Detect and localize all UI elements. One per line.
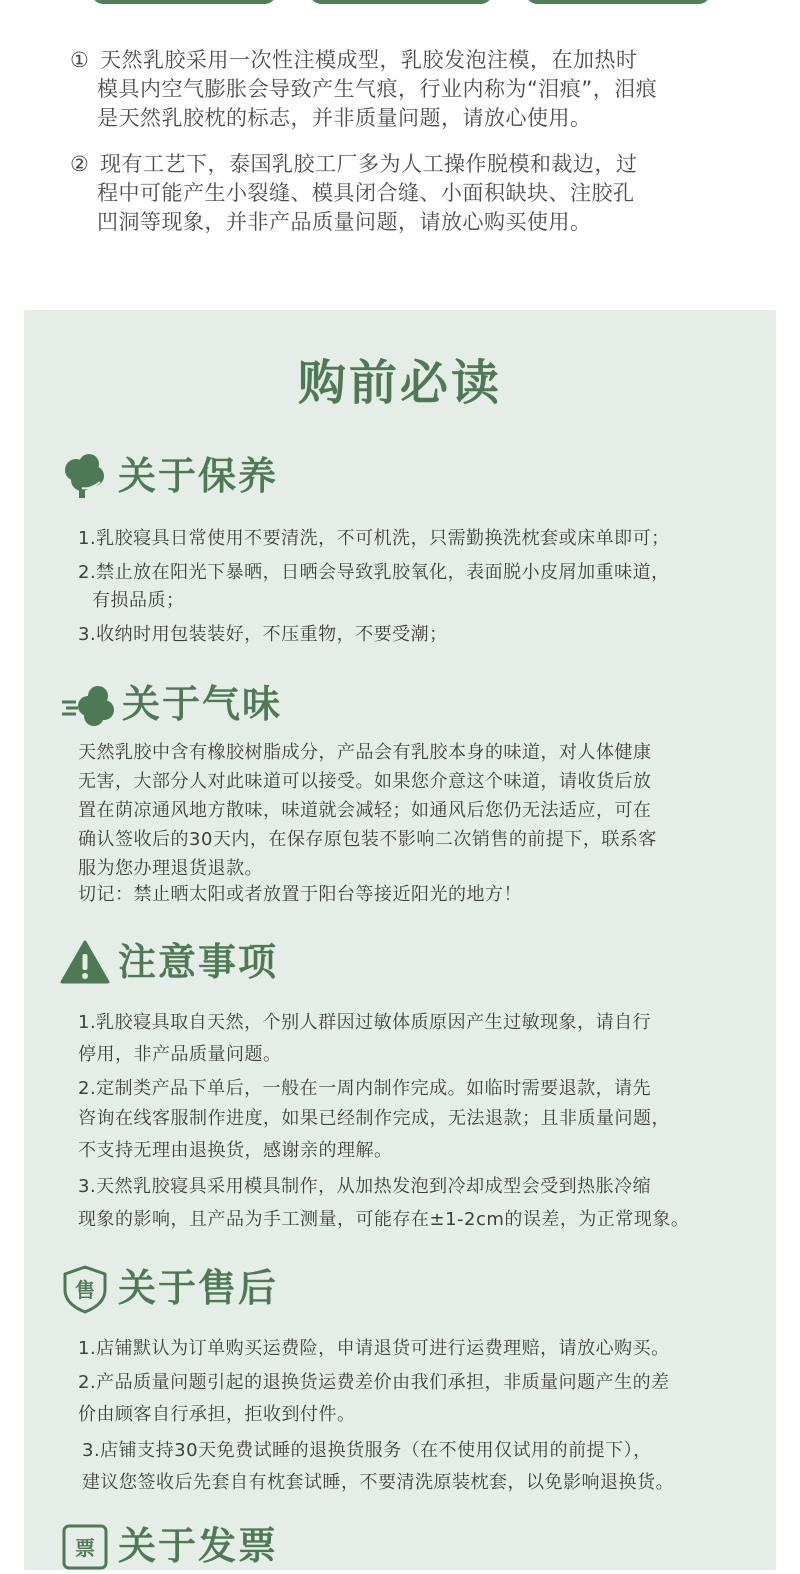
text-line: 2.禁止放在阳光下暴晒，日晒会导致乳胶氧化，表面脱小皮屑加重味道， — [78, 562, 670, 583]
warning-icon — [60, 938, 110, 988]
invoice-icon-glyph: 票 — [75, 1536, 95, 1560]
text-line: 服为您办理退货退款。 — [78, 858, 263, 879]
text-line: 不支持无理由退换货，感谢亲的理解。 — [78, 1140, 393, 1161]
text-line: 有损品质； — [92, 590, 185, 611]
top-tab-pill-1 — [92, 0, 276, 4]
after-sale-shield-icon — [60, 1264, 110, 1314]
text-line: 1.店铺默认为订单购买运费险，申请退货可进行运费理赔，请放心购买。 — [78, 1338, 670, 1359]
note-marker: ① — [70, 48, 90, 72]
text-line: 咨询在线客服制作进度，如果已经制作完成，无法退款；且非质量问题， — [78, 1108, 670, 1129]
invoice-icon — [60, 1522, 110, 1572]
note-2 — [70, 150, 750, 237]
top-tab-pill-2 — [310, 0, 492, 4]
note-line: 是天然乳胶枕的标志，并非质量问题，请放心使用。 — [97, 106, 592, 130]
text-line: 建议您签收后先套自有枕套试睡，不要清洗原装枕套，以免影响退换货。 — [82, 1472, 674, 1493]
text-line: 1.乳胶寝具日常使用不要清洗，不可机洗，只需勤换洗枕套或床单即可； — [78, 528, 670, 549]
text-line: 3.店铺支持30天免费试睡的退换货服务（在不使用仅试用的前提下）， — [82, 1440, 652, 1461]
note-line: 天然乳胶采用一次性注模成型，乳胶发泡注模，在加热时 — [100, 48, 638, 72]
purchase-notice-panel — [24, 310, 776, 1570]
note-marker: ② — [70, 152, 90, 176]
note-line: 模具内空气膨胀会导致产生气痕，行业内称为“泪痕”，泪痕 — [97, 77, 658, 101]
note-line: 凹洞等现象，并非产品质量问题，请放心购买使用。 — [97, 210, 592, 234]
text-line: 置在荫凉通风地方散味，味道就会减轻；如通风后您仍无法适应，可在 — [78, 800, 652, 821]
text-line: 1.乳胶寝具取自天然，个别人群因过敏体质原因产生过敏现象，请自行 — [78, 1012, 652, 1033]
text-line: 现象的影响，且产品为手工测量，可能存在±1-2cm的误差，为正常现象。 — [78, 1209, 690, 1230]
text-line: 3.天然乳胶寝具采用模具制作，从加热发泡到冷却成型会受到热胀冷缩 — [78, 1176, 652, 1197]
tree-icon — [60, 452, 110, 502]
text-line: 切记：禁止晒太阳或者放置于阳台等接近阳光的地方！ — [78, 884, 522, 905]
section-title: 关于气味 — [122, 682, 283, 726]
note-line: 现有工艺下，泰国乳胶工厂多为人工操作脱模和裁边，过 — [100, 152, 638, 176]
section-title: 关于保养 — [118, 454, 279, 498]
section-title: 注意事项 — [118, 940, 279, 984]
section-title: 关于发票 — [118, 1524, 279, 1568]
smell-cloud-icon — [60, 680, 116, 730]
note-line: 程中可能产生小裂缝、模具闭合缝、小面积缺块、注胶孔 — [97, 181, 635, 205]
text-line: 价由顾客自行承担，拒收到付件。 — [78, 1404, 356, 1425]
note-1 — [70, 46, 750, 133]
text-line: 停用，非产品质量问题。 — [78, 1044, 282, 1065]
text-line: 确认签收后的30天内，在保存原包装不影响二次销售的前提下，联系客 — [78, 829, 657, 850]
text-line: 天然乳胶中含有橡胶树脂成分，产品会有乳胶本身的味道，对人体健康 — [78, 742, 652, 763]
text-line: 2.产品质量问题引起的退换货运费差价由我们承担，非质量问题产生的差 — [78, 1372, 670, 1393]
text-line: 3.收纳时用包装装好，不压重物，不要受潮； — [78, 624, 448, 645]
section-title: 关于售后 — [118, 1266, 279, 1310]
panel-title: 购前必读 — [297, 355, 502, 411]
text-line: 2.定制类产品下单后，一般在一周内制作完成。如临时需要退款，请先 — [78, 1078, 652, 1099]
after-sale-icon-glyph: 售 — [75, 1278, 95, 1302]
text-line: 无害，大部分人对此味道可以接受。如果您介意这个味道，请收货后放 — [78, 771, 652, 792]
top-tab-pill-3 — [526, 0, 710, 4]
